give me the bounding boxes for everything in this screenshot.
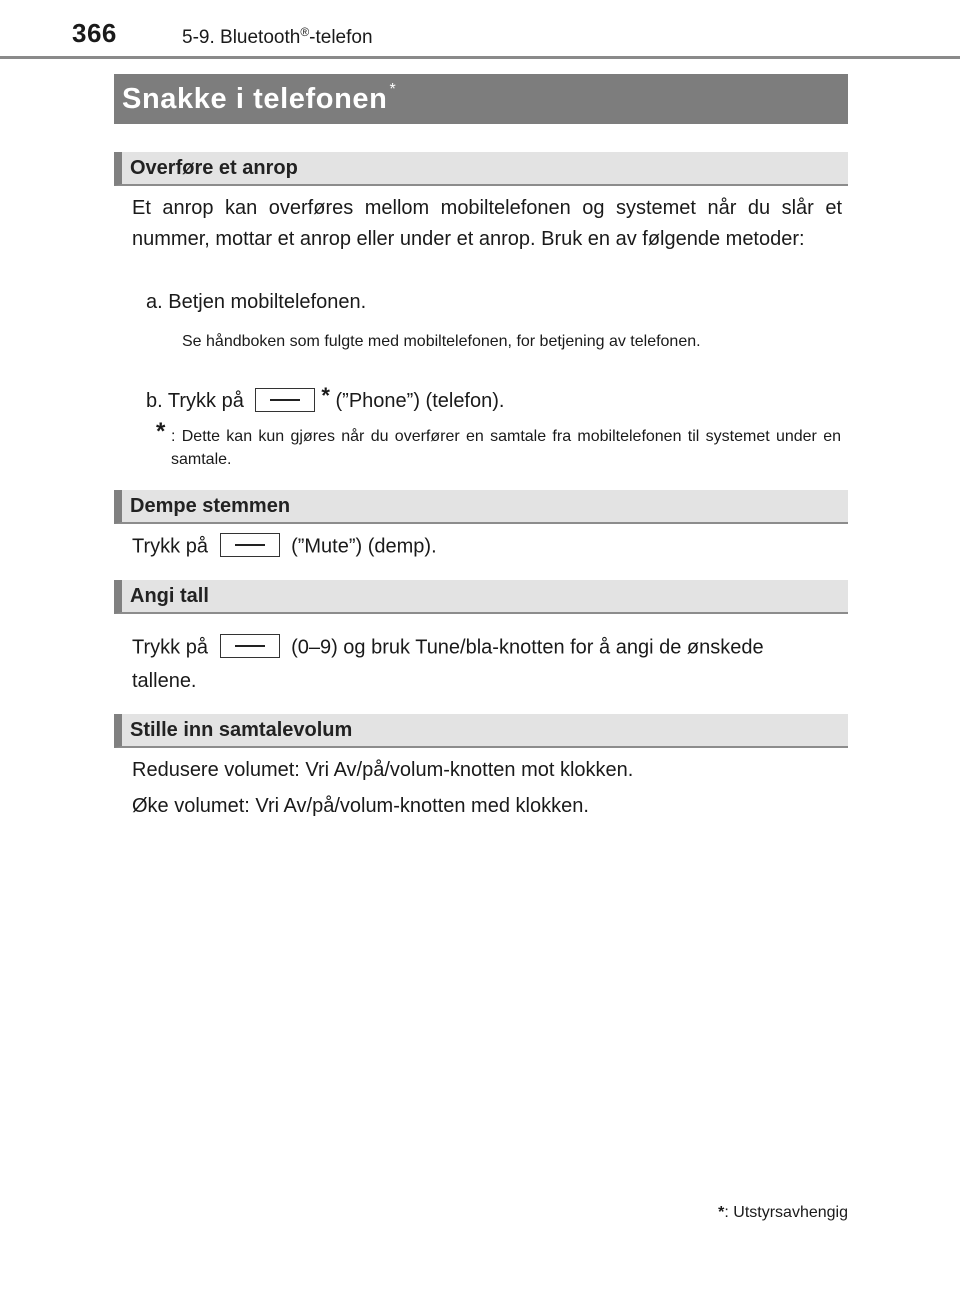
availability-note: *: Utstyrsavhengig	[718, 1204, 848, 1221]
section-path: 5-9. Bluetooth®-telefon	[182, 25, 373, 48]
digits-button-icon	[220, 634, 280, 658]
transfer-footnote: : Dette kan kun gjøres når du overfører en samtale fra mobiltelefonen til systemet under en samtale.	[171, 428, 841, 468]
phone-button-icon	[255, 388, 315, 412]
method-b-asterisk: *	[321, 383, 330, 408]
digits-instruction-cont: tallene.	[132, 670, 197, 692]
page-title-bar	[114, 74, 848, 124]
method-b: b. Trykk på * (”Phone”) (telefon).	[146, 383, 505, 412]
subheading-mute: Dempe stemmen	[114, 490, 848, 524]
method-a: a. Betjen mobiltelefonen.	[146, 291, 367, 313]
volume-increase: Øke volumet: Vri Av/på/volum-knotten med klokken.	[132, 795, 589, 817]
subheading-enter-digits: Angi tall	[114, 580, 848, 614]
digits-instruction: Trykk på (0–9) og bruk Tune/bla-knotten for å angi de ønskede	[132, 636, 764, 660]
subheading-transfer-call: Overføre et anrop	[114, 152, 848, 186]
footnote-asterisk: *	[156, 418, 166, 445]
page-number: 366	[72, 18, 117, 48]
page-header	[0, 0, 960, 62]
transfer-intro: Et anrop kan overføres mellom mobiltelefonen og systemet når du slår et nummer, mottar et anrop eller under et anrop. Bruk en av følgende metoder:	[132, 197, 842, 250]
header-divider	[0, 56, 960, 59]
availability-asterisk: *	[718, 1204, 725, 1221]
method-a-note: Se håndboken som fulgte med mobiltelefonen, for betjening av telefonen.	[182, 333, 701, 350]
mute-instruction: Trykk på (”Mute”) (demp).	[132, 535, 437, 559]
mute-button-icon	[220, 533, 280, 557]
volume-decrease: Redusere volumet: Vri Av/på/volum-knotten mot klokken.	[132, 759, 634, 781]
title-asterisk: *	[389, 81, 397, 98]
subheading-call-volume: Stille inn samtalevolum	[114, 714, 848, 748]
page-title: Snakke i telefonen *	[122, 81, 397, 115]
